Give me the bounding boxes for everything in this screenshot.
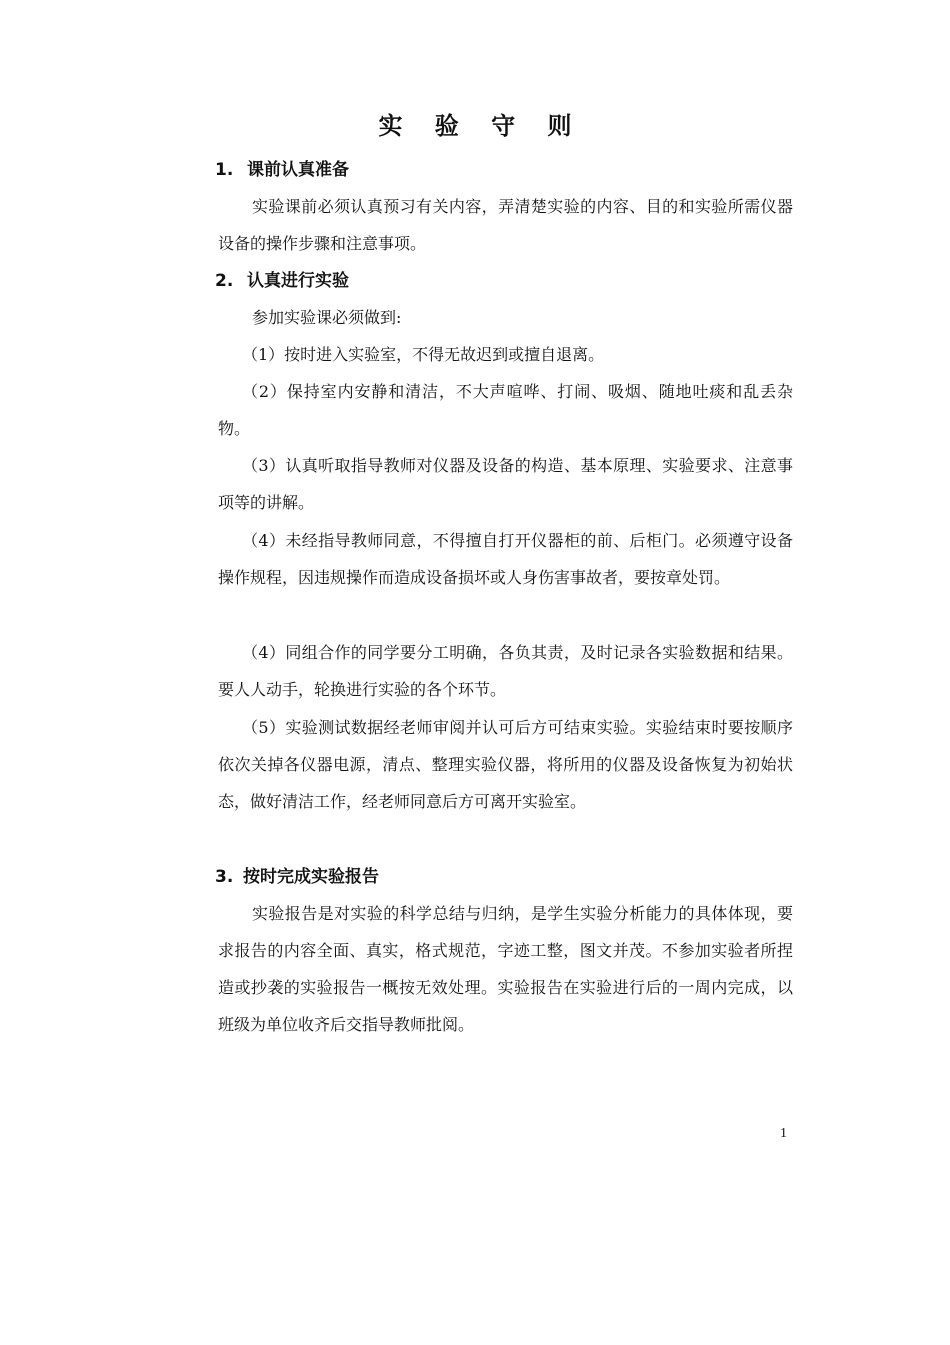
page-number: 1 bbox=[780, 1126, 787, 1141]
rule-item-2: （2）保持室内安静和清洁，不大声喧哗、打闹、吸烟、随地吐痰和乱丢杂物。 bbox=[218, 382, 793, 438]
section-title-2: 认真进行实验 bbox=[247, 271, 349, 291]
rule-item-6: （5）实验测试数据经老师审阅并认可后方可结束实验。实验结束时要按顺序依次关掉各仪器电源，清点、整理实验仪器，将所用的仪器及设备恢复为初始状态，做好清洁工作，经老师同意后方可离开实验室。 bbox=[218, 718, 793, 811]
section-title-3: 按时完成实验报告 bbox=[243, 867, 379, 887]
section-title-1: 课前认真准备 bbox=[247, 160, 349, 180]
section-3-paragraph: 实验报告是对实验的科学总结与归纳，是学生实验分析能力的具体体现，要求报告的内容全面、真实，格式规范，字迹工整，图文并茂。不参加实验者所捏造或抄袭的实验报告一概按无效处理。实验报告在实验进行后的一周内完成，以班级为单位收齐后交指导教师批阅。 bbox=[218, 904, 793, 1034]
rule-item-1: （1）按时进入实验室，不得无故迟到或擅自退离。 bbox=[242, 345, 605, 364]
document-title: 实 验 守 则 bbox=[378, 112, 584, 140]
section-number-3: 3. bbox=[215, 867, 234, 887]
section-1-paragraph: 实验课前必须认真预习有关内容，弄清楚实验的内容、目的和实验所需仪器设备的操作步骤和注意事项。 bbox=[218, 197, 793, 253]
section-number-1: 1. bbox=[215, 160, 234, 180]
section-heading-2 bbox=[215, 268, 349, 294]
rule-item-4: （4）未经指导教师同意，不得擅自打开仪器柜的前、后柜门。必须遵守设备操作规程，因违规操作而造成设备损坏或人身伤害事故者，要按章处罚。 bbox=[218, 531, 793, 587]
section-heading-3 bbox=[215, 864, 379, 890]
section-2-intro: 参加实验课必须做到: bbox=[252, 308, 402, 327]
rule-item-5: （4）同组合作的同学要分工明确，各负其责，及时记录各实验数据和结果。要人人动手，轮换进行实验的各个环节。 bbox=[218, 643, 793, 699]
section-number-2: 2. bbox=[215, 271, 234, 291]
section-heading-1 bbox=[215, 157, 349, 183]
rule-item-3: （3）认真听取指导教师对仪器及设备的构造、基本原理、实验要求、注意事项等的讲解。 bbox=[218, 456, 793, 512]
